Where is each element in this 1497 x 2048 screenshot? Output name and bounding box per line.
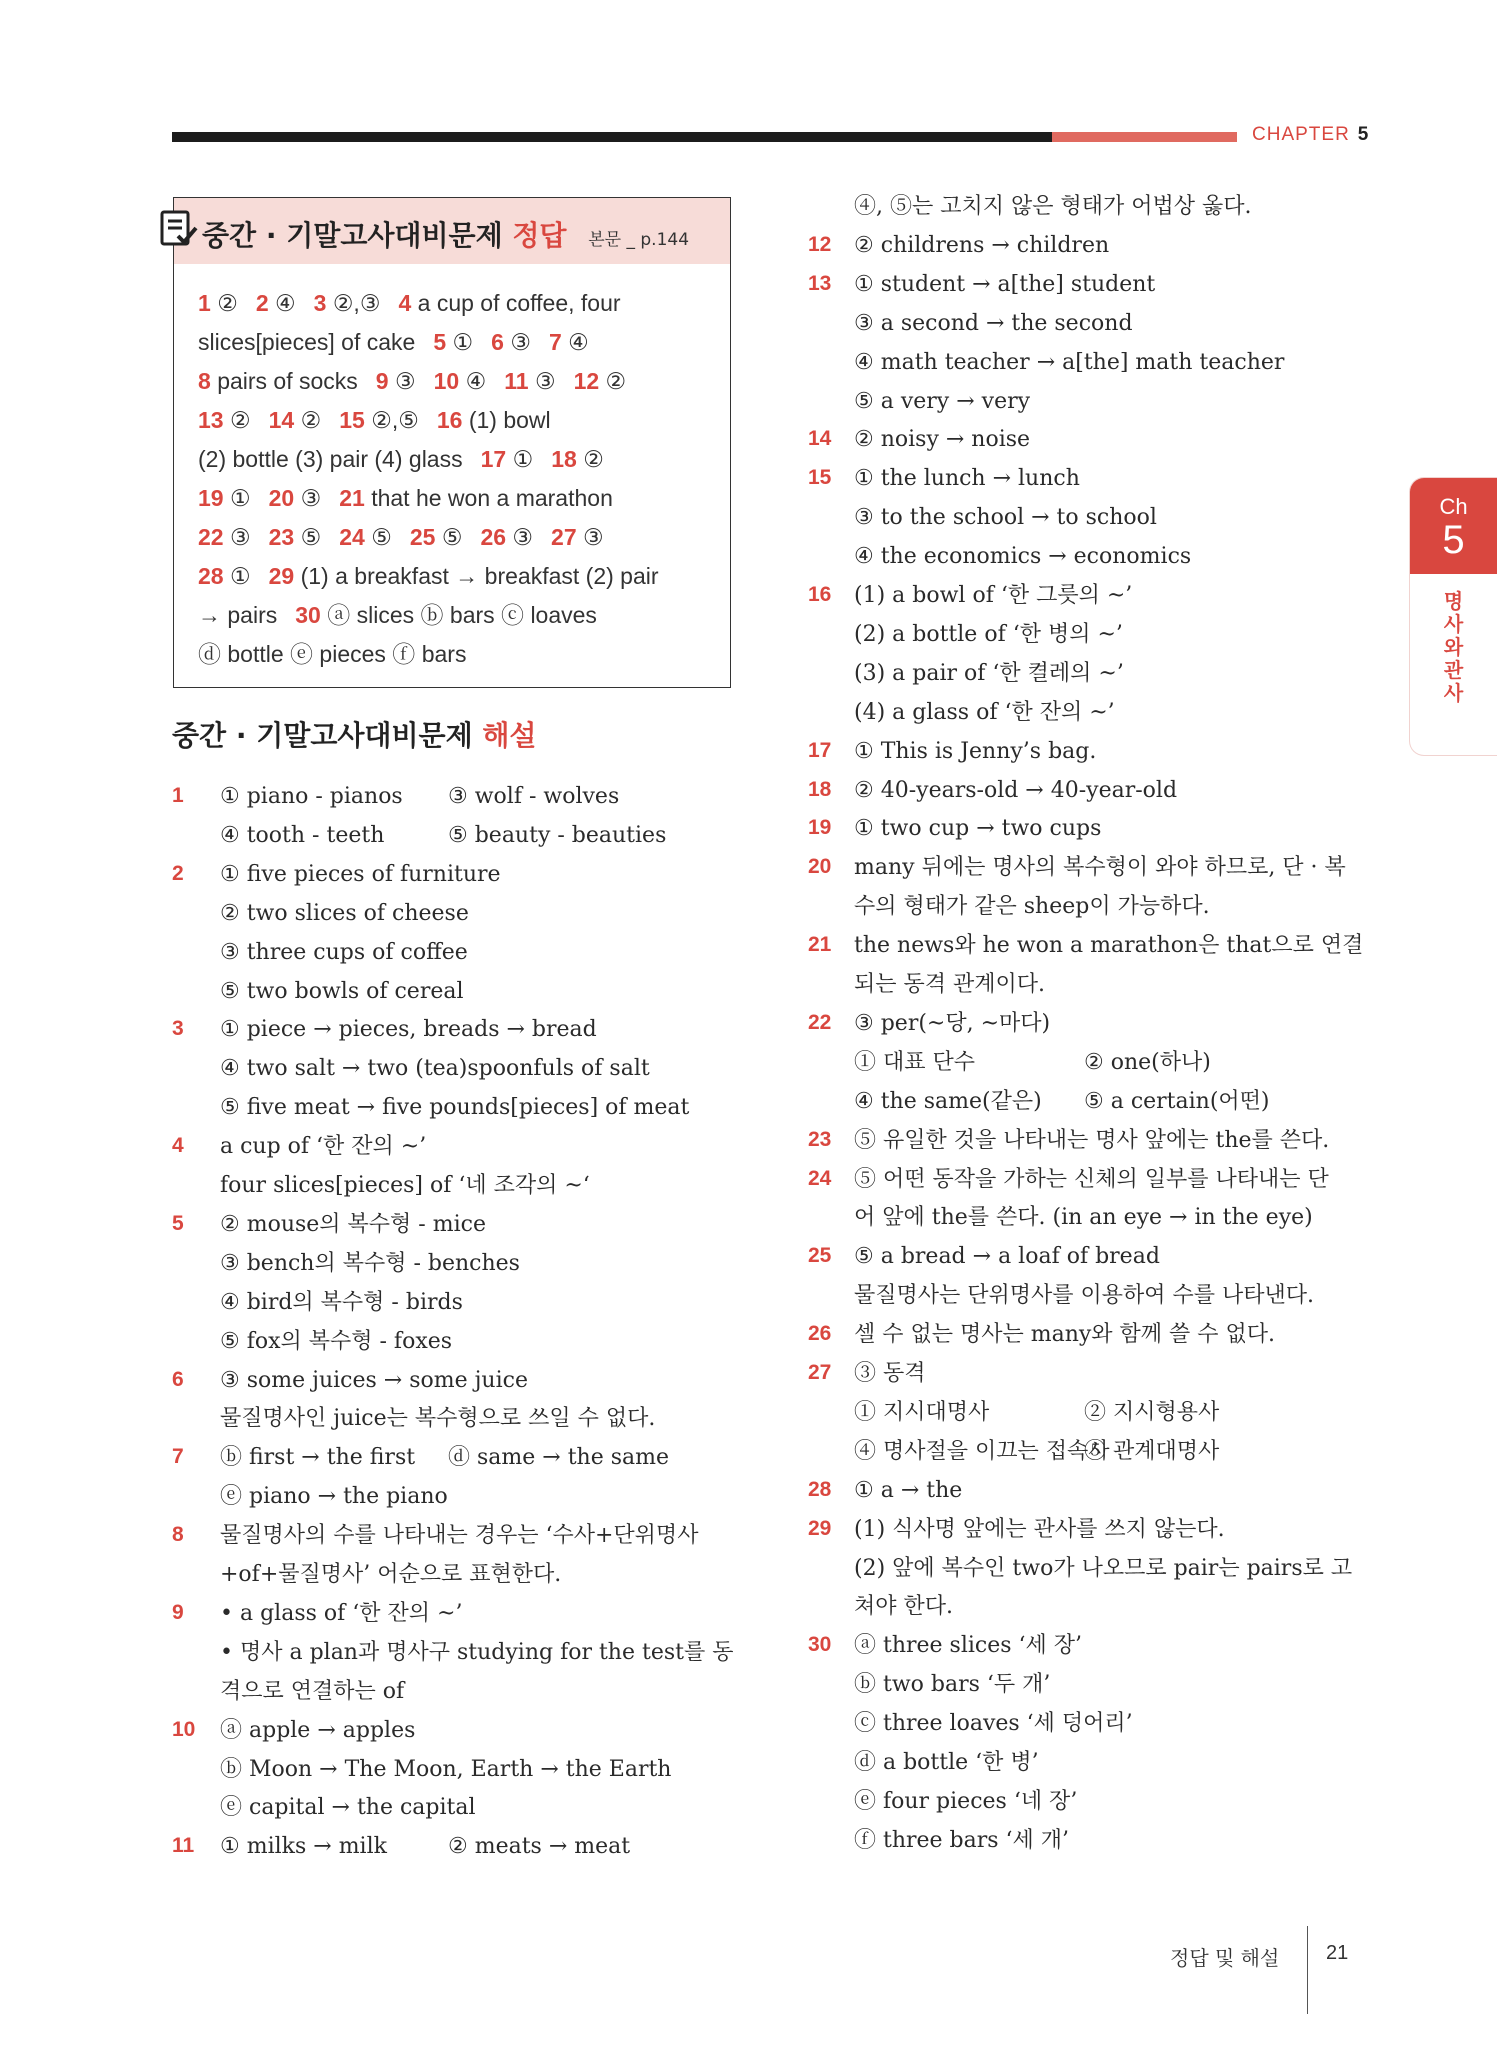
- answer-lines: [198, 284, 718, 674]
- footer-label: 정답 및 해설: [1170, 1946, 1280, 1970]
- header-bar: [172, 132, 1052, 142]
- answer-number: 2: [255, 290, 275, 316]
- answer-number: 13: [198, 407, 230, 433]
- explanation-text: ⑤ 유일한 것을 나타내는 명사 앞에는 the를 쓴다.: [854, 1127, 1330, 1153]
- explanation-text: (4) a glass of ‘한 잔의 ~’: [854, 699, 1115, 725]
- explanation-text: ⓔ capital → the capital: [220, 1795, 476, 1821]
- explanation-text: ④ 명사절을 이끄는 접속사: [854, 1438, 1110, 1464]
- explanation-text: ⓕ three bars ‘세 개’: [854, 1827, 1070, 1853]
- explanation-text: ⑤ 어떤 동작을 가하는 신체의 일부를 나타내는 단: [854, 1166, 1329, 1192]
- answer-value: that he won a marathon: [371, 485, 613, 511]
- answer-line: [198, 362, 718, 401]
- explanation-text: ② two slices of cheese: [220, 900, 469, 926]
- explanation-text: 되는 동격 관계이다.: [854, 972, 1045, 997]
- answer-value: ①: [452, 329, 474, 355]
- answer-number: 24: [339, 524, 372, 550]
- explanation-text: (3) a pair of ‘한 켤레의 ~’: [854, 660, 1124, 686]
- answer-value: ②: [583, 446, 604, 472]
- explanation-text: ⑤ 관계대명사: [1084, 1438, 1220, 1464]
- explanation-text: 어 앞에 the를 쓴다. (in an eye → in the eye): [854, 1205, 1313, 1231]
- question-number: 11: [172, 1834, 195, 1858]
- section-title-accent: 해설: [482, 719, 537, 752]
- answer-line: [198, 635, 718, 674]
- answer-number: 7: [548, 329, 569, 355]
- explanation-text: ① piece → pieces, breads → bread: [220, 1017, 597, 1043]
- answer-number: 21: [339, 485, 372, 511]
- header-bar-accent: [1052, 132, 1237, 142]
- answer-value: ③: [583, 524, 604, 550]
- answer-value: ③: [512, 524, 534, 550]
- explanation-text: ② 40-years-old → 40-year-old: [854, 777, 1178, 803]
- answer-number: 1: [198, 290, 218, 316]
- explanation-text: ① five pieces of furniture: [220, 861, 501, 887]
- explanation-text: (1) a bowl of ‘한 그릇의 ~’: [854, 583, 1133, 608]
- answer-value: ①: [512, 446, 534, 472]
- explanation-text: ③ some juices → some juice: [220, 1367, 528, 1393]
- question-number: 19: [808, 816, 832, 840]
- answer-value: ①: [229, 485, 251, 511]
- answer-number: 28: [198, 563, 230, 589]
- question-number: 1: [172, 784, 184, 807]
- page-number: 21: [1326, 1942, 1349, 1964]
- explanation-text: many 뒤에는 명사의 복수형이 와야 하므로, 단 · 복: [854, 855, 1346, 881]
- answer-number: 5: [433, 329, 453, 355]
- answer-value: ⑤: [441, 524, 463, 550]
- explanation-text: (2) 앞에 복수인 two가 나오므로 pair는 pairs로 고: [854, 1555, 1353, 1581]
- answer-number: 22: [198, 524, 230, 550]
- question-number: 14: [808, 427, 832, 451]
- explanation-text: ① a → the: [854, 1477, 963, 1503]
- chapter-number: 5: [1357, 124, 1370, 145]
- question-number: 15: [808, 466, 832, 490]
- question-number: 18: [808, 777, 832, 801]
- chapter-label: [1252, 124, 1369, 146]
- question-number: 27: [808, 1361, 832, 1384]
- answer-line: [198, 557, 718, 596]
- explanation-text: ① the lunch → lunch: [854, 466, 1080, 492]
- answer-box-page-ref: 본문 _ p.144: [588, 230, 690, 250]
- question-number: 28: [808, 1477, 832, 1501]
- question-number: 12: [808, 232, 832, 256]
- explanation-text: 물질명사의 수를 나타내는 경우는 ‘수사+단위명사: [220, 1523, 699, 1549]
- answer-number: 18: [551, 446, 584, 472]
- explanation-text: ⑤ beauty - beauties: [448, 822, 667, 848]
- explanation-text: ③ three cups of coffee: [220, 939, 468, 965]
- question-number: 22: [808, 1010, 832, 1034]
- explanation-text: ⓒ three loaves ‘세 덩어리’: [854, 1711, 1133, 1737]
- explanation-text: • 명사 a plan과 명사구 studying for the test를 동: [220, 1639, 734, 1665]
- question-number: 29: [808, 1516, 832, 1540]
- answer-number: 6: [491, 329, 511, 355]
- explanation-text: ⓓ same → the same: [448, 1445, 670, 1471]
- explanation-text: ① 대표 단수: [854, 1049, 975, 1075]
- answer-number: 27: [551, 524, 584, 550]
- footer-divider: [1307, 1926, 1308, 2014]
- answer-number: 8: [198, 368, 218, 394]
- chapter-text: CHAPTER: [1252, 124, 1350, 145]
- answer-number: 23: [268, 524, 301, 550]
- explanation-text: ⓑ two bars ‘두 개’: [854, 1672, 1051, 1698]
- explanation-text: ⑤ fox의 복수형 - foxes: [220, 1328, 453, 1354]
- chapter-side-tab: [1410, 478, 1497, 755]
- explanation-text: ③ bench의 복수형 - benches: [220, 1250, 520, 1276]
- explanation-text: (1) 식사명 앞에는 관사를 쓰지 않는다.: [854, 1516, 1225, 1542]
- right-explanation-column: [808, 192, 1368, 1862]
- explanation-text: ⓓ a bottle ‘한 병’: [854, 1750, 1039, 1775]
- question-number: 20: [808, 855, 832, 879]
- answer-value: ④: [568, 329, 589, 355]
- question-number: 25: [808, 1244, 832, 1268]
- question-number: 21: [808, 933, 832, 957]
- answer-value: ③: [229, 524, 251, 550]
- side-tab-head: [1410, 478, 1497, 574]
- answer-number: 26: [480, 524, 513, 550]
- answer-value: ②,③: [332, 290, 381, 316]
- question-number: 9: [172, 1600, 184, 1624]
- answer-value: a cup of coffee, four: [417, 290, 621, 316]
- explanation-text: ③ a second → the second: [854, 310, 1133, 336]
- answer-value: ⓐ slices ⓑ bars ⓒ loaves: [327, 602, 597, 628]
- question-number: 7: [172, 1445, 184, 1469]
- explanation-text: ① two cup → two cups: [854, 816, 1102, 842]
- explanation-text: ① piano - pianos: [220, 784, 403, 809]
- answer-value: ⓓ bottle ⓔ pieces ⓕ bars: [198, 641, 467, 667]
- explanation-text: ⑤ a bread → a loaf of bread: [854, 1244, 1160, 1270]
- question-number: 24: [808, 1166, 832, 1190]
- answer-value: ②,⑤: [371, 407, 419, 433]
- answer-number: 3: [313, 290, 333, 316]
- question-number: 6: [172, 1367, 184, 1391]
- answer-value: (1) bowl: [468, 407, 551, 433]
- left-explanation-column: [172, 782, 732, 1862]
- explanation-text: ⑤ a very → very: [854, 388, 1031, 414]
- side-tab-ch: Ch: [1439, 494, 1468, 519]
- answer-value: slices[pieces] of cake: [198, 329, 416, 355]
- answer-number: 29: [268, 563, 301, 589]
- answer-value: ②: [217, 290, 238, 316]
- answer-number: 14: [268, 407, 301, 433]
- question-number: 5: [172, 1211, 184, 1235]
- explanation-text: ① This is Jenny’s bag.: [854, 738, 1097, 764]
- answer-value: ③: [510, 329, 531, 355]
- explanation-text: ④, ⑤는 고치지 않은 형태가 어법상 옳다.: [854, 194, 1252, 219]
- answer-number: 9: [375, 368, 395, 394]
- answer-number: 4: [398, 290, 418, 316]
- section-title-main: 중간 · 기말고사대비문제: [172, 719, 473, 752]
- question-number: 4: [172, 1134, 184, 1158]
- explanation-text: 격으로 연결하는 of: [220, 1678, 405, 1704]
- explanation-text: ③ per(~당, ~마다): [854, 1010, 1051, 1036]
- answer-value: ②: [605, 368, 627, 394]
- explanation-text: ① 지시대명사: [854, 1399, 990, 1425]
- explanation-text: ② meats → meat: [448, 1834, 631, 1860]
- explanation-text: ② one(하나): [1084, 1049, 1211, 1075]
- side-tab-number: 5: [1442, 518, 1465, 562]
- explanation-text: 쳐야 한다.: [854, 1594, 953, 1620]
- explanation-text: ⑤ two bowls of cereal: [220, 978, 464, 1004]
- explanation-text: ⑤ a certain(어떤): [1084, 1088, 1270, 1114]
- answer-value: ③: [300, 485, 322, 511]
- explanation-text: ⓔ piano → the piano: [220, 1484, 448, 1510]
- answer-value: pairs of socks: [217, 368, 358, 394]
- answer-box-header: [174, 198, 730, 264]
- note-check-icon: [160, 208, 198, 248]
- question-number: 16: [808, 583, 832, 606]
- answer-value: ①: [229, 563, 251, 589]
- explanation-text: 셀 수 없는 명사는 many와 함께 쓸 수 없다.: [854, 1322, 1276, 1348]
- question-number: 30: [808, 1633, 832, 1657]
- answer-line: [198, 401, 718, 440]
- explanation-text: ④ math teacher → a[the] math teacher: [854, 349, 1285, 375]
- explanation-text: ② childrens → children: [854, 232, 1110, 258]
- answer-number: 10: [433, 368, 466, 394]
- explanation-text: ⓐ apple → apples: [220, 1717, 416, 1743]
- question-number: 8: [172, 1523, 184, 1547]
- explanation-text: 수의 형태가 같은 sheep이 가능하다.: [854, 894, 1210, 920]
- question-number: 3: [172, 1017, 184, 1041]
- explanation-text: ① student → a[the] student: [854, 271, 1156, 297]
- explanation-text: ① milks → milk: [220, 1834, 387, 1860]
- question-number: 17: [808, 738, 832, 762]
- explanation-text: ④ tooth - teeth: [220, 822, 385, 848]
- explanation-text: • a glass of ‘한 잔의 ~’: [220, 1600, 463, 1626]
- answer-value: ④: [465, 368, 487, 394]
- answer-line: [198, 284, 718, 323]
- answer-number: 11: [504, 368, 535, 394]
- answer-value: ②: [229, 407, 251, 433]
- answer-value: ③: [394, 368, 416, 394]
- explanation-text: ③ 동격: [854, 1361, 926, 1386]
- explanation-text: 물질명사인 juice는 복수형으로 쓰일 수 없다.: [220, 1406, 656, 1432]
- question-number: 26: [808, 1322, 832, 1346]
- explanation-text: the news와 he won a marathon은 that으로 연결: [854, 933, 1364, 959]
- answer-value: ⑤: [300, 524, 322, 550]
- explanation-text: ④ the same(같은): [854, 1088, 1042, 1114]
- explanation-text: 물질명사는 단위명사를 이용하여 수를 나타낸다.: [854, 1283, 1315, 1309]
- answer-number: 20: [268, 485, 301, 511]
- answer-value: (1) a breakfast → breakfast (2) pair: [300, 563, 659, 589]
- explanation-text: ② 지시형용사: [1084, 1399, 1220, 1425]
- explanation-text: four slices[pieces] of ‘네 조각의 ~‘: [220, 1173, 590, 1198]
- answer-value: (2) bottle (3) pair (4) glass: [198, 446, 463, 472]
- explanation-text: ④ bird의 복수형 - birds: [220, 1289, 463, 1315]
- explanation-text: ⓑ Moon → The Moon, Earth → the Earth: [220, 1756, 672, 1782]
- answer-line: [198, 518, 718, 557]
- explanation-text: ④ two salt → two (tea)spoonfuls of salt: [220, 1056, 650, 1082]
- question-number: 23: [808, 1127, 832, 1151]
- question-number: 13: [808, 271, 832, 295]
- answer-value: ②: [300, 407, 322, 433]
- explanation-text: ⑤ five meat → five pounds[pieces] of meat: [220, 1095, 690, 1121]
- explanation-text: ② mouse의 복수형 - mice: [220, 1211, 486, 1237]
- side-tab-title: 명 사 와 관 사: [1443, 589, 1464, 705]
- answer-line: [198, 323, 718, 362]
- answer-box-title-accent: 정답: [512, 219, 567, 252]
- answer-value: → pairs: [198, 602, 278, 628]
- explanation-text: ③ wolf - wolves: [448, 784, 620, 809]
- answer-number: 16: [436, 407, 469, 433]
- section-title: [172, 714, 536, 754]
- answer-number: 17: [480, 446, 513, 472]
- explanation-text: a cup of ‘한 잔의 ~’: [220, 1134, 427, 1160]
- answer-box-title: [202, 214, 689, 254]
- explanation-text: +of+물질명사’ 어순으로 표현한다.: [220, 1562, 562, 1587]
- explanation-text: ⓐ three slices ‘세 장’: [854, 1633, 1083, 1659]
- question-number: 2: [172, 861, 184, 885]
- answer-number: 12: [573, 368, 606, 394]
- answer-line: [198, 479, 718, 518]
- answer-line: [198, 440, 718, 479]
- answer-number: 25: [409, 524, 442, 550]
- explanation-text: ④ the economics → economics: [854, 544, 1192, 570]
- question-number: 10: [172, 1717, 196, 1741]
- explanation-text: ③ to the school → to school: [854, 505, 1157, 531]
- answer-value: ③: [534, 368, 556, 394]
- answer-value: ⑤: [371, 524, 392, 550]
- explanation-text: ⓑ first → the first: [220, 1445, 416, 1471]
- answer-key-box: [173, 197, 731, 688]
- explanation-text: (2) a bottle of ‘한 병의 ~’: [854, 621, 1123, 647]
- explanation-text: ② noisy → noise: [854, 427, 1031, 453]
- answer-box-title-main: 중간 · 기말고사대비문제: [202, 219, 503, 252]
- answer-number: 15: [339, 407, 372, 433]
- answer-line: [198, 596, 718, 635]
- answer-number: 30: [295, 602, 328, 628]
- explanation-text: ⓔ four pieces ‘네 장’: [854, 1788, 1078, 1814]
- answer-value: ④: [275, 290, 296, 316]
- answer-number: 19: [198, 485, 230, 511]
